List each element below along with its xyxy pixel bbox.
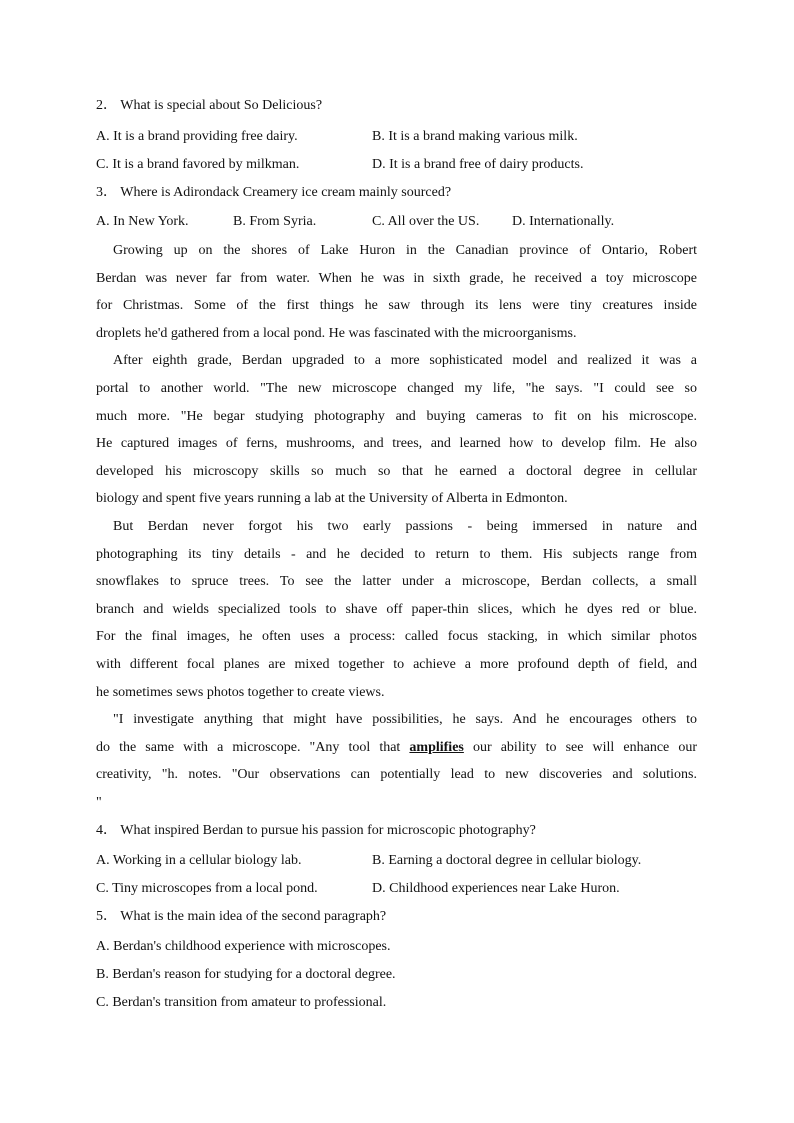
text-after-keyword: our ability to see will enhance our — [472, 740, 698, 755]
paragraph-3-line: For the final images, he often uses a process: called focus stacking, in which similar photos — [96, 629, 697, 644]
paragraph-4-line: "I investigate anything that might have possibilities, he says. And he encourages others to — [113, 712, 697, 727]
q5-option-b: B. Berdan's reason for studying for a doctoral degree. — [96, 967, 396, 982]
paragraph-4-line: " — [96, 795, 102, 810]
paragraph-2-line: developed his microscopy skills so much so that he earned a doctoral degree in cellular — [96, 464, 697, 479]
question-4-stem: 4． What inspired Berdan to pursue his passion for microscopic photography? — [96, 823, 536, 838]
paragraph-2-line: much more. "He begar studying photography and buying cameras to fit on his microscope. — [96, 409, 697, 424]
q2-option-a: A. It is a brand providing free dairy. — [96, 129, 298, 144]
paragraph-4-line — [96, 740, 697, 756]
q5-option-a: A. Berdan's childhood experience with microscopes. — [96, 939, 391, 954]
q2-option-d: D. It is a brand free of dairy products. — [372, 157, 584, 172]
paragraph-2-line: portal to another world. "The new microscope changed my life, "he says. "I could see so — [96, 381, 697, 396]
paragraph-3-line: with different focal planes are mixed together to achieve a more profound depth of field, and — [96, 657, 697, 672]
paragraph-3-line: snowflakes to spruce trees. To see the latter under a microscope, Berdan collects, a small — [96, 574, 697, 589]
question-3-stem: 3． Where is Adirondack Creamery ice cream mainly sourced? — [96, 185, 452, 200]
paragraph-1-line: for Christmas. Some of the first things he saw through its lens were tiny creatures inside — [96, 298, 697, 313]
paragraph-3-line: branch and wields specialized tools to shave off paper-thin slices, which he dyes red or blue. — [96, 602, 697, 617]
paragraph-2-line: After eighth grade, Berdan upgraded to a more sophisticated model and realized it was a — [113, 353, 697, 368]
paragraph-3-line: photographing its tiny details - and he decided to return to them. His subjects range from — [96, 547, 697, 562]
text-before-keyword: do the same with a microscope. "Any tool that — [96, 740, 401, 755]
paragraph-3-line: But Berdan never forgot his two early passions - being immersed in nature and — [113, 519, 697, 534]
paragraph-4-line: creativity, "h. notes. "Our observations can potentially lead to new discoveries and solutions. — [96, 767, 697, 782]
q4-option-a: A. Working in a cellular biology lab. — [96, 853, 302, 868]
q2-option-c: C. It is a brand favored by milkman. — [96, 157, 300, 172]
paragraph-1-line: droplets he'd gathered from a local pond. He was fascinated with the microorganisms. — [96, 326, 577, 341]
paragraph-2-line: biology and spent five years running a lab at the University of Alberta in Edmonton. — [96, 491, 568, 506]
q4-option-d: D. Childhood experiences near Lake Huron. — [372, 881, 620, 896]
q5-option-c: C. Berdan's transition from amateur to professional. — [96, 995, 387, 1010]
q3-option-b: B. From Syria. — [233, 214, 317, 229]
q4-option-b: B. Earning a doctoral degree in cellular biology. — [372, 853, 642, 868]
q3-option-c: C. All over the US. — [372, 214, 480, 229]
question-5-stem: 5． What is the main idea of the second paragraph? — [96, 909, 387, 924]
q3-option-a: A. In New York. — [96, 214, 189, 229]
paragraph-1-line: Growing up on the shores of Lake Huron in the Canadian province of Ontario, Robert — [113, 243, 697, 258]
underlined-keyword: amplifies — [409, 740, 464, 755]
q4-option-c: C. Tiny microscopes from a local pond. — [96, 881, 318, 896]
question-2-stem: 2． What is special about So Delicious? — [96, 98, 323, 113]
paragraph-1-line: Berdan was never far from water. When he was in sixth grade, he received a toy microscope — [96, 271, 697, 286]
q3-option-d: D. Internationally. — [512, 214, 615, 229]
paragraph-3-line: he sometimes sews photos together to create views. — [96, 685, 385, 700]
paragraph-2-line: He captured images of ferns, mushrooms, and trees, and learned how to develop film. He also — [96, 436, 697, 451]
q2-option-b: B. It is a brand making various milk. — [372, 129, 578, 144]
